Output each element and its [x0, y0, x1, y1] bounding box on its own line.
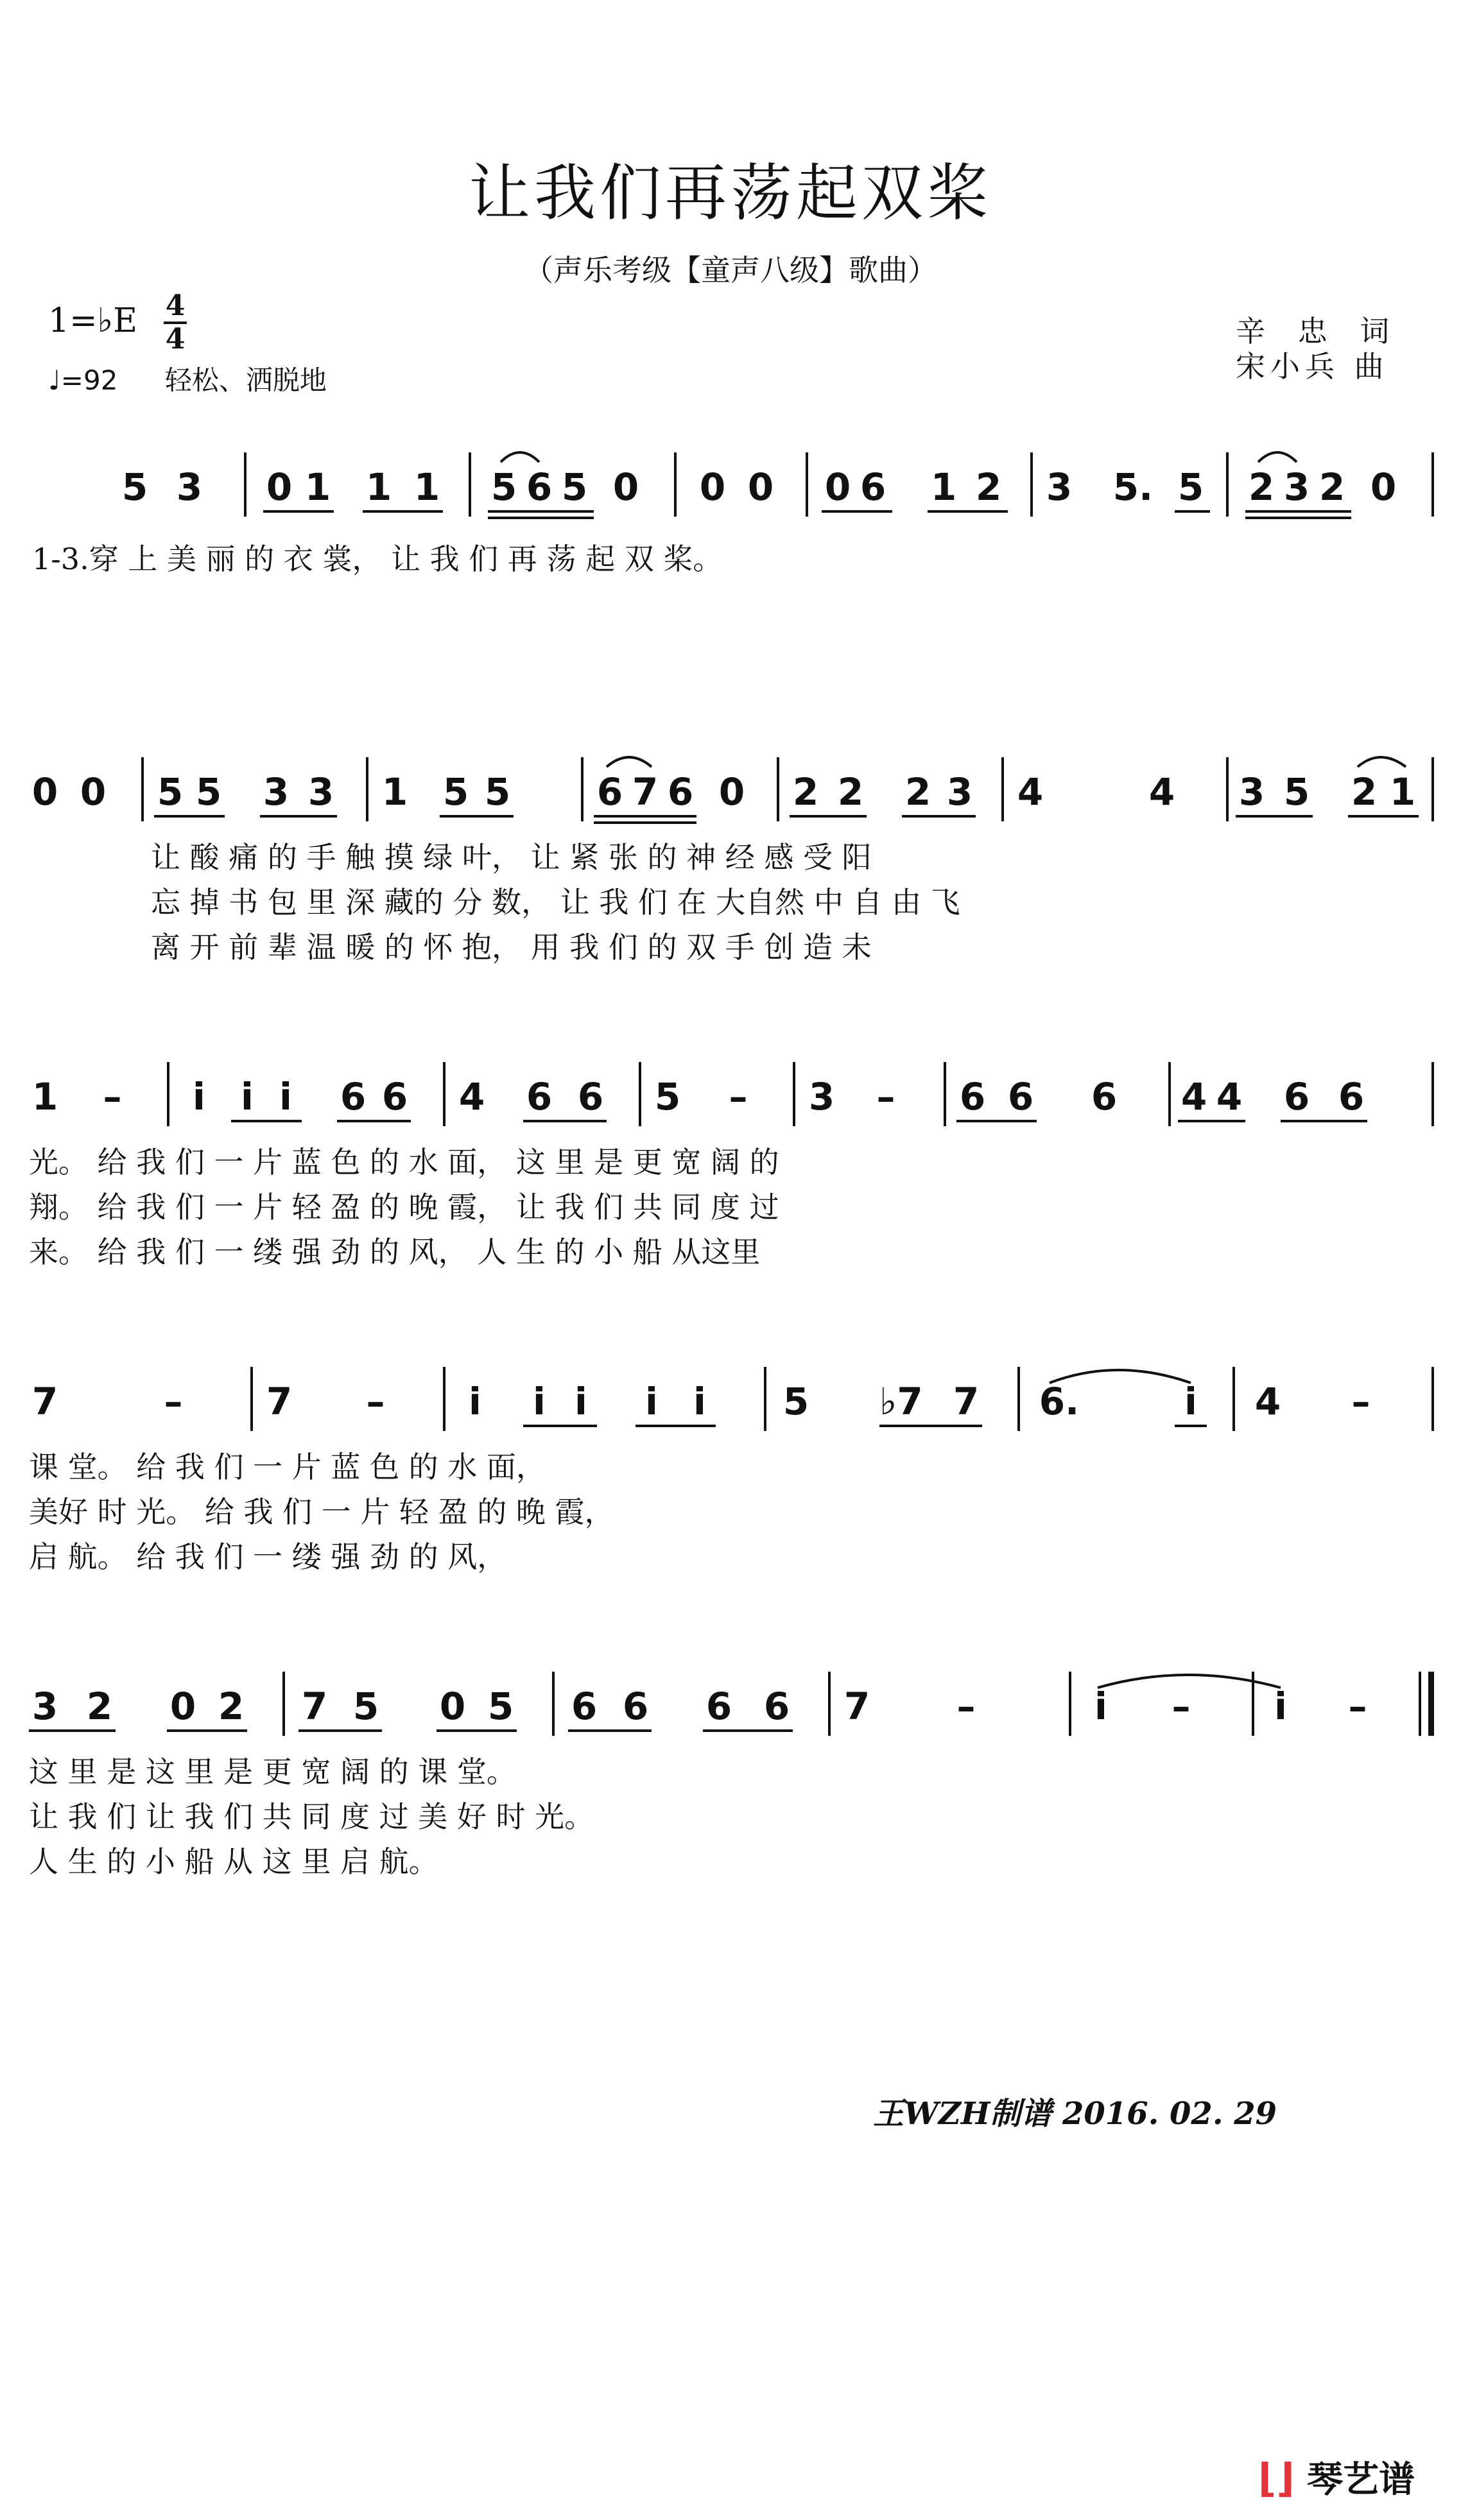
note: 5	[561, 465, 588, 509]
time-signature-bottom: 4	[165, 323, 186, 356]
note: –	[956, 1684, 976, 1728]
note: 7	[266, 1380, 293, 1423]
bar-line	[793, 1062, 795, 1126]
note: i	[279, 1075, 292, 1119]
note: 6	[1338, 1075, 1365, 1119]
note: 0	[439, 1684, 466, 1728]
note: 0	[612, 465, 639, 509]
note: 6.	[1039, 1380, 1080, 1423]
note: 2	[218, 1684, 245, 1728]
eighth-beam	[1178, 1120, 1245, 1122]
song-title: 让我们再荡起双桨	[469, 157, 992, 229]
note: 0	[266, 465, 293, 509]
note: 6	[959, 1075, 986, 1119]
note: 3	[1238, 770, 1265, 814]
eighth-beam	[928, 510, 1008, 513]
eighth-beam	[879, 1425, 982, 1427]
note: 0	[80, 770, 107, 814]
note: 1	[365, 465, 392, 509]
lyric-line: 美好 时 光。 给 我 们 一 片 轻 盈 的 晚 霞，	[29, 1495, 614, 1529]
note: 3	[1046, 465, 1073, 509]
sixteenth-beam	[1245, 517, 1351, 519]
lyric-line: 课 堂。 给 我 们 一 片 蓝 色 的 水 面，	[29, 1450, 546, 1484]
note: –	[103, 1075, 122, 1119]
note: 2	[1351, 770, 1378, 814]
note: 6	[1007, 1075, 1034, 1119]
bar-line	[244, 452, 246, 517]
eighth-beam	[1175, 1425, 1207, 1427]
note: 2	[904, 770, 931, 814]
note: 1	[1389, 770, 1416, 814]
note: 6	[667, 770, 694, 814]
lyric-line: 让 酸 痛 的 手 触 摸 绿 叶， 让 紧 张 的 神 经 感 受 阳	[151, 840, 872, 875]
eighth-beam	[1281, 1120, 1367, 1122]
note: 5	[782, 1380, 809, 1423]
note: i	[193, 1075, 205, 1119]
note: 6	[381, 1075, 408, 1119]
lyric-line: 来。 给 我 们 一 缕 强 劲 的 风， 人 生 的 小 船 从这里	[29, 1235, 761, 1269]
note: 6	[1091, 1075, 1118, 1119]
song-subtitle: （声乐考级【童声八级】歌曲）	[524, 253, 937, 287]
note: 2	[1248, 465, 1275, 509]
eighth-beam	[1245, 510, 1351, 513]
transcriber-signature: 王WZH制谱 2016. 02. 29	[873, 2096, 1277, 2132]
note: 4	[1180, 1075, 1207, 1119]
lyric-line: 翔。 给 我 们 一 片 轻 盈 的 晚 霞， 让 我 们 共 同 度 过	[29, 1190, 779, 1224]
note: 4	[1148, 770, 1175, 814]
note: i	[241, 1075, 254, 1119]
note: 4	[458, 1075, 485, 1119]
note: 7	[843, 1684, 870, 1728]
bar-line	[1168, 1062, 1171, 1126]
eighth-beam	[703, 1729, 793, 1732]
note: 6	[571, 1684, 598, 1728]
note: 6	[596, 770, 623, 814]
note: 3	[176, 465, 203, 509]
note: i	[645, 1380, 658, 1423]
note: 5	[1177, 465, 1204, 509]
tempo-marking	[48, 359, 327, 398]
note: 7	[31, 1380, 58, 1423]
note: 1	[304, 465, 331, 509]
note: –	[366, 1380, 385, 1423]
eighth-beam	[488, 510, 594, 513]
note: 0	[699, 465, 726, 509]
note: 6	[1283, 1075, 1310, 1119]
note: 3	[946, 770, 973, 814]
note: i	[1094, 1684, 1107, 1728]
tempo-value: ♩=92	[48, 364, 118, 396]
note: 4	[1254, 1380, 1281, 1423]
note: 0	[31, 770, 58, 814]
note: 2	[792, 770, 819, 814]
note: 3	[263, 770, 290, 814]
note: 2	[837, 770, 864, 814]
note: 0	[169, 1684, 196, 1728]
bar-line	[639, 1062, 641, 1126]
note: i	[533, 1380, 546, 1423]
time-signature-top: 4	[165, 289, 186, 322]
eighth-beam	[363, 510, 443, 513]
note: 2	[1318, 465, 1345, 509]
note: i	[1274, 1684, 1287, 1728]
lyric-line: 让 我 们 让 我 们 共 同 度 过 美 好 时 光。	[29, 1799, 594, 1834]
note: 0	[1370, 465, 1397, 509]
bar-line	[944, 1062, 946, 1126]
note: 0	[747, 465, 774, 509]
lyric-line: 离 开 前 辈 温 暖 的 怀 抱， 用 我 们 的 双 手 创 造 未	[151, 930, 872, 964]
eighth-beam	[790, 815, 867, 818]
note: 5	[484, 770, 511, 814]
eighth-beam	[337, 1120, 411, 1122]
tie-mark	[0, 1662, 1461, 1688]
note: 0	[718, 770, 745, 814]
composer-credit: 宋小兵 曲	[1236, 349, 1389, 384]
note: –	[164, 1380, 183, 1423]
note: 5	[442, 770, 469, 814]
eighth-beam	[263, 510, 334, 513]
note: i	[693, 1380, 706, 1423]
note: 1	[930, 465, 957, 509]
note: 3	[808, 1075, 835, 1119]
eighth-beam	[635, 1425, 716, 1427]
note: 6	[577, 1075, 604, 1119]
note: 5	[195, 770, 222, 814]
note: 1	[31, 1075, 58, 1119]
note: 7	[301, 1684, 328, 1728]
note: 4	[1017, 770, 1044, 814]
lyric-line: 这 里 是 这 里 是 更 宽 阔 的 课 堂。	[29, 1754, 516, 1789]
slur-mark	[0, 748, 1461, 773]
note: 6	[763, 1684, 790, 1728]
lyric-line: 人 生 的 小 船 从 这 里 启 航。	[29, 1844, 438, 1879]
note: 6	[526, 1075, 553, 1119]
eighth-beam	[29, 1729, 116, 1732]
note: i	[575, 1380, 587, 1423]
note: 5	[487, 1684, 514, 1728]
eighth-beam	[902, 815, 976, 818]
logo-icon: ⌊⌋	[1258, 2455, 1295, 2501]
bar-line	[469, 452, 471, 517]
sixteenth-beam	[488, 517, 594, 519]
note: 6	[860, 465, 886, 509]
eighth-beam	[298, 1729, 382, 1732]
note: 7	[953, 1380, 980, 1423]
note: –	[1348, 1684, 1367, 1728]
note: 7	[632, 770, 659, 814]
eighth-beam	[231, 1120, 302, 1122]
note: –	[876, 1075, 895, 1119]
note: 6	[340, 1075, 367, 1119]
site-logo	[1258, 2451, 1415, 2503]
bar-line	[443, 1062, 445, 1126]
note: 5	[157, 770, 184, 814]
eighth-beam	[167, 1729, 247, 1732]
lyric-line: 启 航。 给 我 们 一 缕 强 劲 的 风，	[29, 1539, 507, 1574]
note: 5.	[1112, 465, 1154, 509]
eighth-beam	[523, 1120, 607, 1122]
eighth-beam	[1175, 510, 1210, 513]
note: 6	[526, 465, 553, 509]
note: –	[729, 1075, 748, 1119]
slur-mark	[488, 443, 1461, 468]
lyric-line: 光。 给 我 们 一 片 蓝 色 的 水 面， 这 里 是 更 宽 阔 的	[29, 1145, 779, 1179]
eighth-beam	[1236, 815, 1313, 818]
eighth-beam	[956, 1120, 1037, 1122]
logo-text: 琴艺谱	[1307, 2459, 1415, 2501]
eighth-beam	[822, 510, 892, 513]
note: 6	[622, 1684, 649, 1728]
eighth-beam	[1348, 815, 1419, 818]
note: 5	[654, 1075, 681, 1119]
note: 5	[1283, 770, 1310, 814]
note: 4	[1216, 1075, 1243, 1119]
eighth-beam	[437, 1729, 517, 1732]
note: i	[469, 1380, 481, 1423]
note: –	[1351, 1380, 1370, 1423]
bar-line	[1431, 1062, 1434, 1126]
note: i	[1184, 1380, 1197, 1423]
expression-text: 轻松、洒脱地	[164, 364, 327, 396]
note: 3	[1283, 465, 1310, 509]
note: 0	[824, 465, 851, 509]
eighth-beam	[440, 815, 514, 818]
eighth-beam	[260, 815, 337, 818]
note: 2	[86, 1684, 113, 1728]
tie-mark	[0, 1357, 1461, 1383]
note: 3	[307, 770, 334, 814]
note: 2	[975, 465, 1002, 509]
lyric-line: 1-3.穿 上 美 丽 的 衣 裳， 让 我 们 再 荡 起 双 桨。	[32, 542, 723, 576]
eighth-beam	[154, 815, 225, 818]
sixteenth-beam	[594, 821, 696, 824]
lyricist-credit: 辛 忠 词	[1236, 314, 1401, 348]
note: 1	[413, 465, 440, 509]
eighth-beam	[523, 1425, 597, 1427]
eighth-beam	[568, 1729, 652, 1732]
note: 6	[705, 1684, 732, 1728]
bar-line	[167, 1062, 169, 1126]
note: ♭7	[879, 1380, 923, 1423]
note: –	[1171, 1684, 1191, 1728]
note: 5	[490, 465, 517, 509]
note: 5	[352, 1684, 379, 1728]
note: 1	[381, 770, 408, 814]
key-signature: 1=♭E	[48, 302, 138, 340]
note: 3	[31, 1684, 58, 1728]
eighth-beam	[594, 815, 696, 818]
note: 5	[121, 465, 148, 509]
time-signature	[164, 289, 187, 356]
lyric-line: 忘 掉 书 包 里 深 藏的 分 数， 让 我 们 在 大自然 中 自 由 飞	[151, 885, 960, 920]
